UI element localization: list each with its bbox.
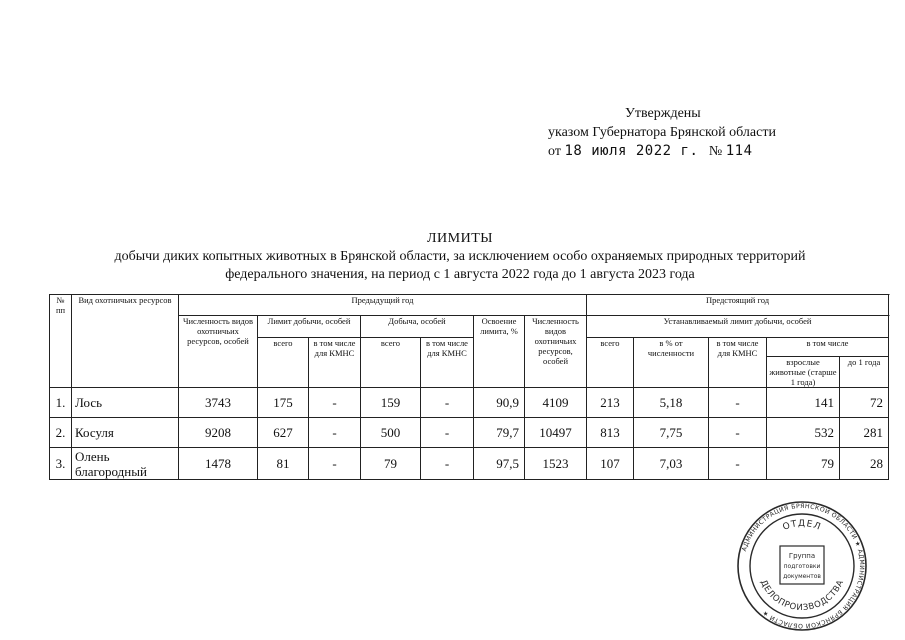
cell-prev-harvest-total: 500 <box>361 418 421 448</box>
limits-table <box>49 294 889 480</box>
cell-prev-limit-kmns: - <box>309 448 361 480</box>
approval-line-approved: Утверждены <box>625 106 701 121</box>
cell-name: Лось <box>72 388 179 418</box>
table-row <box>50 448 889 480</box>
cell-next-kmns: - <box>709 418 767 448</box>
limits-table-body <box>50 388 889 480</box>
cell-adults: 79 <box>767 448 840 480</box>
cell-num: 2. <box>50 418 72 448</box>
cell-next-limit-total: 107 <box>587 448 634 480</box>
cell-adults: 141 <box>767 388 840 418</box>
cell-next-population: 10497 <box>525 418 587 448</box>
department-stamp <box>736 500 868 632</box>
cell-prev-limit-total: 627 <box>258 418 309 448</box>
header-under-one: до 1 года <box>840 357 889 388</box>
cell-prev-limit-kmns: - <box>309 388 361 418</box>
cell-next-limit-total: 813 <box>587 418 634 448</box>
title-heading: ЛИМИТЫ <box>427 231 493 246</box>
approval-line-date <box>548 142 776 161</box>
header-next-limit: Устанавливаемый лимит добычи, особей <box>587 316 889 338</box>
table-row <box>50 418 889 448</box>
cell-next-pct: 5,18 <box>634 388 709 418</box>
stamp-dept-bottom: ДЕЛОПРОИЗВОДСТВА <box>757 578 847 614</box>
cell-next-limit-total: 213 <box>587 388 634 418</box>
header-next-limit-total: всего <box>587 338 634 388</box>
cell-name: Олень благородный <box>72 448 179 480</box>
stamp-ring-text: АДМИНИСТРАЦИЯ БРЯНСКОЙ ОБЛАСТИ ★ АДМИНИСТРАЦИЯ БРЯНСКОЙ ОБЛАСТИ ★ <box>740 502 866 630</box>
header-prev-harvest-total: всего <box>361 338 421 388</box>
approval-block <box>548 104 776 161</box>
cell-adults: 532 <box>767 418 840 448</box>
document-title <box>40 230 880 284</box>
header-prev-harvest-kmns: в том числе для КМНС <box>421 338 474 388</box>
approval-number: 114 <box>725 143 753 159</box>
cell-usage: 97,5 <box>474 448 525 480</box>
cell-prev-harvest-kmns: - <box>421 418 474 448</box>
title-line-3: федерального значения, на период с 1 августа 2022 года до 1 августа 2023 года <box>225 267 695 282</box>
cell-prev-limit-total: 175 <box>258 388 309 418</box>
header-num: № пп <box>50 295 72 388</box>
cell-prev-population: 3743 <box>179 388 258 418</box>
header-prev-limit-kmns: в том числе для КМНС <box>309 338 361 388</box>
header-including: в том числе <box>767 338 889 357</box>
header-prev-limit: Лимит добычи, особей <box>258 316 361 338</box>
approval-number-sign: № <box>708 144 723 159</box>
cell-under-one: 281 <box>840 418 889 448</box>
cell-usage: 90,9 <box>474 388 525 418</box>
cell-name: Косуля <box>72 418 179 448</box>
cell-prev-limit-kmns: - <box>309 418 361 448</box>
cell-next-pct: 7,75 <box>634 418 709 448</box>
header-next-pct: в % от численности <box>634 338 709 388</box>
cell-under-one: 28 <box>840 448 889 480</box>
stamp-center-line-3: документов <box>783 573 821 580</box>
cell-prev-harvest-total: 79 <box>361 448 421 480</box>
cell-next-population: 4109 <box>525 388 587 418</box>
header-next-kmns: в том числе для КМНС <box>709 338 767 388</box>
cell-prev-harvest-kmns: - <box>421 388 474 418</box>
cell-num: 3. <box>50 448 72 480</box>
cell-num: 1. <box>50 388 72 418</box>
cell-prev-harvest-total: 159 <box>361 388 421 418</box>
cell-next-pct: 7,03 <box>634 448 709 480</box>
cell-prev-harvest-kmns: - <box>421 448 474 480</box>
approval-line-decree: указом Губернатора Брянской области <box>548 125 776 140</box>
header-prev-usage: Освоение лимита, % <box>474 316 525 388</box>
header-prev-year: Предыдущий год <box>179 295 587 316</box>
approval-from: от <box>548 144 561 159</box>
cell-prev-limit-total: 81 <box>258 448 309 480</box>
header-prev-limit-total: всего <box>258 338 309 388</box>
approval-date: 18 июля 2022 г. <box>564 143 699 159</box>
cell-prev-population: 9208 <box>179 418 258 448</box>
header-species: Вид охотничьих ресурсов <box>72 295 179 388</box>
title-line-2: добычи диких копытных животных в Брянской области, за исключением особо охраняемых природных территорий <box>114 249 806 264</box>
header-prev-harvest: Добыча, особей <box>361 316 474 338</box>
cell-usage: 79,7 <box>474 418 525 448</box>
cell-next-population: 1523 <box>525 448 587 480</box>
cell-prev-population: 1478 <box>179 448 258 480</box>
cell-next-kmns: - <box>709 448 767 480</box>
cell-next-kmns: - <box>709 388 767 418</box>
stamp-center-line-1: Группа <box>788 552 816 560</box>
stamp-dept-top: ОТДЕЛ <box>781 518 823 533</box>
cell-under-one: 72 <box>840 388 889 418</box>
header-next-year: Предстоящий год <box>587 295 889 316</box>
header-adults: взрослые животные (старше 1 года) <box>767 357 840 388</box>
stamp-center-line-2: подготовки <box>783 563 821 570</box>
header-prev-population: Численность видов охотничьих ресурсов, особей <box>179 316 258 388</box>
table-row <box>50 388 889 418</box>
header-next-population: Численность видов охотничьих ресурсов, особей <box>525 316 587 388</box>
